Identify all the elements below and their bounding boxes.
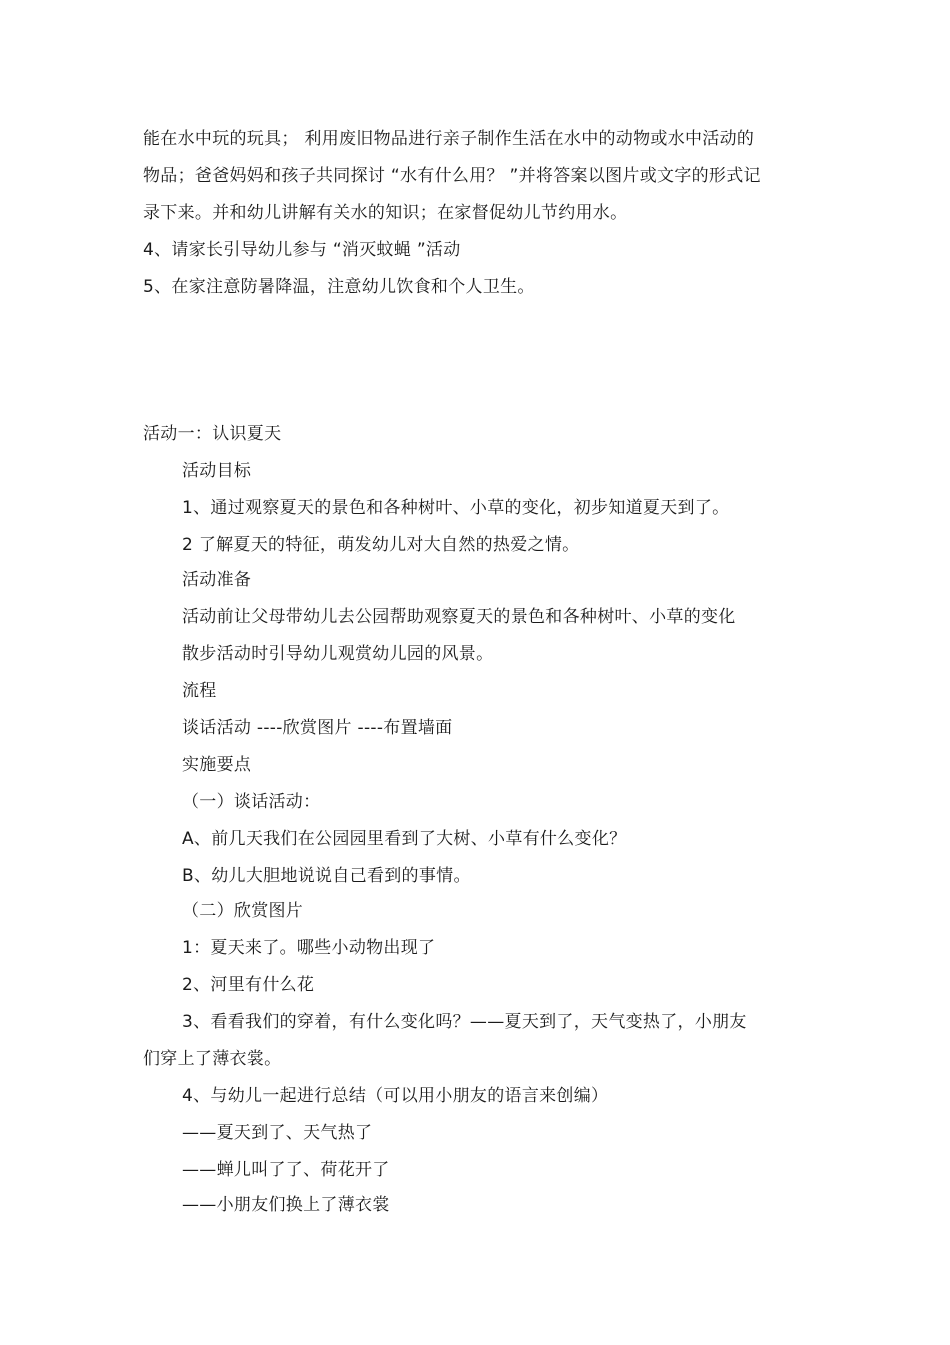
- talk-item-a: A、前几天我们在公园园里看到了大树、小草有什么变化？: [182, 829, 627, 849]
- goal-item-2: 2 了解夏天的特征，萌发幼儿对大自然的热爱之情。: [182, 535, 580, 555]
- picture-item-2: 2、河里有什么花: [182, 975, 315, 995]
- preparation-line-1: 活动前让父母带幼儿去公园帮助观察夏天的景色和各种树叶、小草的变化: [182, 607, 736, 627]
- intro-item-4: 4、请家长引导幼儿参与 “消灭蚊蝇 ”活动: [143, 240, 461, 260]
- section-heading-preparation: 活动准备: [182, 570, 252, 590]
- picture-item-3: 3、看看我们的穿着，有什么变化吗？——夏天到了，天气变热了，小朋友: [182, 1012, 747, 1032]
- goal-item-1: 1、通过观察夏天的景色和各种树叶、小草的变化，初步知道夏天到了。: [182, 498, 730, 518]
- picture-item-3-continued: 们穿上了薄衣裳。: [143, 1049, 282, 1069]
- intro-line-2: 物品；爸爸妈妈和孩子共同探讨 “水有什么用？ ”并将答案以图片或文字的形式记: [143, 166, 761, 186]
- talk-item-b: B、幼儿大胆地说说自己看到的事情。: [182, 866, 471, 886]
- intro-line-3: 录下来。并和幼儿讲解有关水的知识；在家督促幼儿节约用水。: [143, 203, 628, 223]
- preparation-line-2: 散步活动时引导幼儿观赏幼儿园的风景。: [182, 644, 494, 664]
- process-line: 谈话活动 ----欣赏图片 ----布置墙面: [182, 718, 453, 738]
- intro-line-1: 能在水中玩的玩具； 利用废旧物品进行亲子制作生活在水中的动物或水中活动的: [143, 129, 755, 149]
- intro-item-5: 5、在家注意防暑降温，注意幼儿饮食和个人卫生。: [143, 277, 535, 297]
- section-heading-process: 流程: [182, 681, 217, 701]
- section-heading-key-points: 实施要点: [182, 755, 252, 775]
- subsection-talk: （一）谈话活动：: [182, 792, 321, 812]
- activity-title: 活动一：认识夏天: [143, 424, 282, 444]
- summary-line-3: ——小朋友们换上了薄衣裳: [182, 1195, 390, 1215]
- subsection-pictures: （二）欣赏图片: [182, 901, 304, 921]
- summary-line-2: ——蝉儿叫了了、荷花开了: [182, 1160, 390, 1180]
- section-heading-goals: 活动目标: [182, 461, 252, 481]
- picture-item-1: 1：夏天来了。哪些小动物出现了: [182, 938, 436, 958]
- summary-line-1: ——夏天到了、天气热了: [182, 1123, 373, 1143]
- picture-item-4: 4、与幼儿一起进行总结（可以用小朋友的语言来创编）: [182, 1086, 609, 1106]
